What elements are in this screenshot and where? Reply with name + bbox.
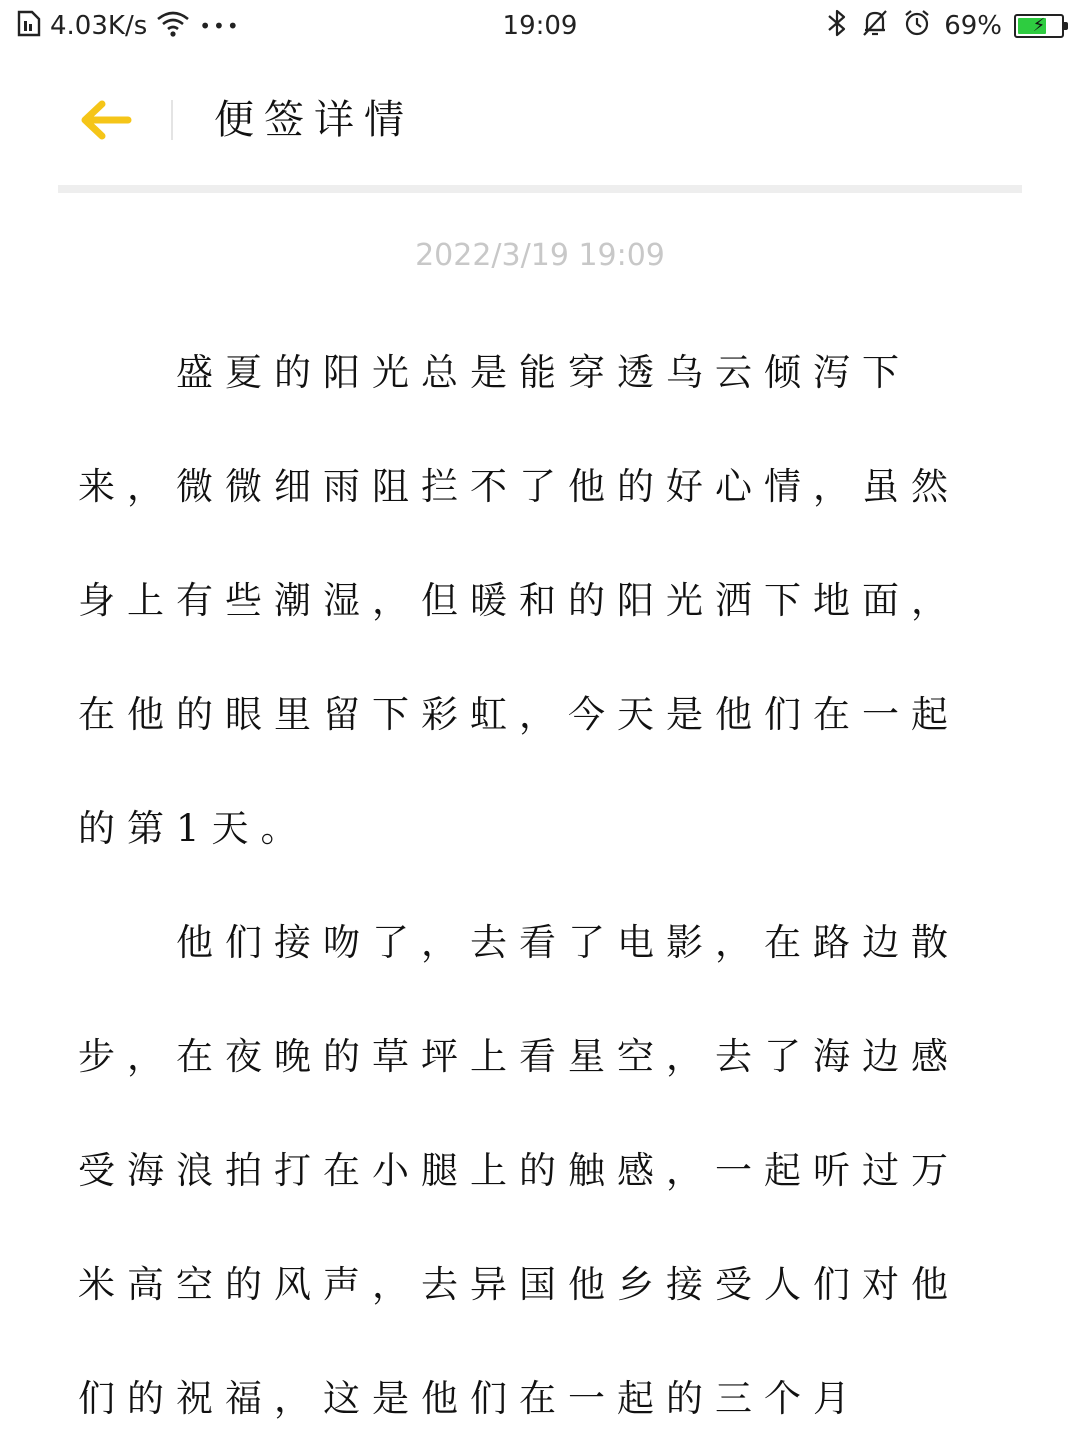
- charging-bolt-icon: ⚡: [1032, 15, 1046, 36]
- alarm-icon: [902, 8, 932, 45]
- more-dots-icon: •••: [199, 14, 241, 38]
- battery-icon: [1014, 14, 1064, 38]
- bluetooth-icon: [826, 8, 848, 45]
- status-time: 19:09: [502, 11, 578, 41]
- header-divider-line: [58, 185, 1022, 193]
- status-right: [826, 8, 1064, 44]
- header: [0, 80, 1080, 160]
- note-paragraph: 他们接吻了，去看了电影，在路边散步，在夜晚的草坪上看星空，去了海边感受海浪拍打在小腿上的触感，一起听过万米高空的风声，去异国他乡接受人们对他们的祝福，这是他们在一起的三个月: [78, 921, 960, 1420]
- status-bar: [0, 0, 1080, 52]
- note-paragraph: 盛夏的阳光总是能穿透乌云倾泻下来，微微细雨阻拦不了他的好心情，虽然身上有些潮湿，但暖和的阳光洒下地面，在他的眼里留下彩虹，今天是他们在一起的第1天。: [78, 351, 960, 850]
- mute-bell-icon: [860, 8, 890, 45]
- back-button[interactable]: [78, 98, 132, 142]
- note-timestamp: 2022/3/19 19:09: [415, 238, 665, 273]
- arrow-left-icon: [78, 98, 132, 142]
- network-speed: 4.03K/s: [50, 11, 148, 41]
- header-divider: [171, 100, 173, 140]
- battery-percent: 69%: [944, 11, 1002, 41]
- note-body[interactable]: [78, 316, 988, 1456]
- page-title: 便签详情: [214, 97, 414, 143]
